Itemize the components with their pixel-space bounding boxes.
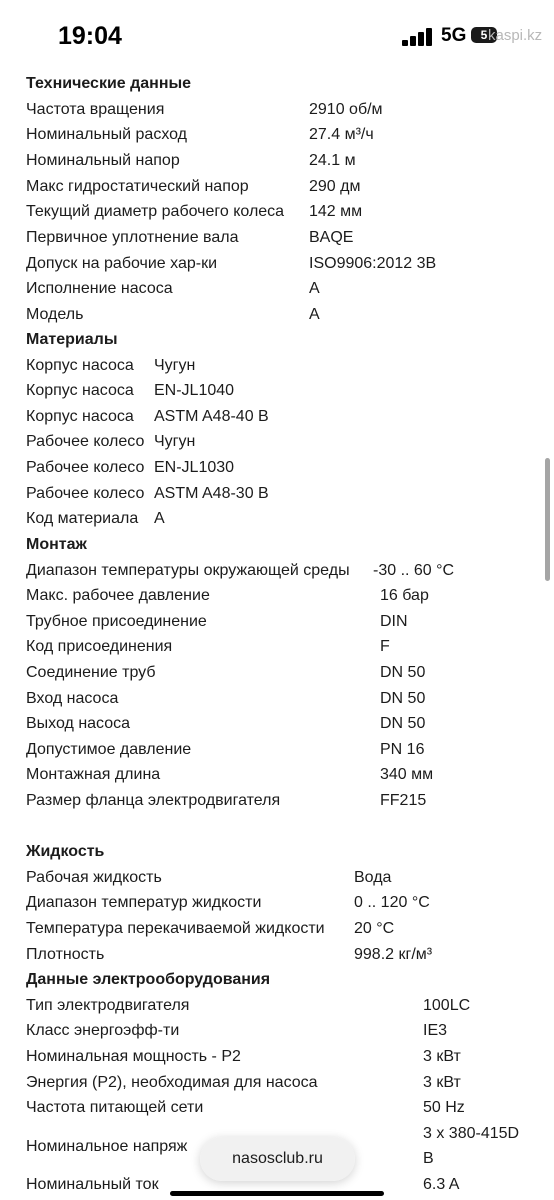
spec-label: Трубное присоединение [26, 613, 207, 630]
spec-label: Макс. рабочее давление [26, 587, 210, 604]
spec-value: EN-JL1030 [154, 459, 235, 476]
spec-value: Вода [354, 869, 392, 886]
spec-value: DN 50 [380, 664, 426, 681]
spec-value: 27.4 м³/ч [309, 126, 374, 143]
spec-value: FF215 [380, 792, 427, 809]
spec-label: Номинальная мощность - P2 [26, 1048, 241, 1065]
spec-value: IE3 [423, 1022, 448, 1039]
spec-label: Первичное уплотнение вала [26, 229, 239, 246]
spec-value: -30 .. 60 °C [373, 562, 455, 579]
spec-value: A [309, 280, 320, 297]
spec-label: Номинальный ток [26, 1176, 159, 1193]
spec-value: 50 Hz [423, 1099, 465, 1116]
spec-value: 20 °C [354, 920, 395, 937]
spec-label: Корпус насоса [26, 382, 134, 399]
spec-label: Класс энергоэфф-ти [26, 1022, 180, 1039]
spec-value: F [380, 638, 390, 655]
spec-label: Соединение труб [26, 664, 156, 681]
spec-label: Номинальный напор [26, 152, 180, 169]
spec-value: A [154, 510, 165, 527]
spec-label: Макс гидростатический напор [26, 178, 249, 195]
url-pill[interactable]: nasosclub.ru [200, 1137, 355, 1181]
section-title: Данные электрооборудования [26, 971, 271, 988]
battery-icon: 5 [471, 27, 497, 43]
spec-label: Энергия (P2), необходимая для насоса [26, 1074, 318, 1091]
spec-label: Рабочее колесо [26, 485, 145, 502]
spec-label: Частота вращения [26, 101, 165, 118]
spec-value: 2910 об/м [309, 101, 383, 118]
spec-value: BAQE [309, 229, 354, 246]
spec-value: A [309, 306, 320, 323]
spec-label: Номинальное напряж [26, 1138, 188, 1155]
spec-label: Вход насоса [26, 690, 119, 707]
spec-label: Рабочее колесо [26, 459, 145, 476]
spec-value: ASTM A48-30 B [154, 485, 269, 502]
spec-value: ISO9906:2012 3B [309, 255, 437, 272]
spec-label: Тип электродвигателя [26, 997, 190, 1014]
spec-value: 24.1 м [309, 152, 356, 169]
spec-label: Допустимое давление [26, 741, 192, 758]
spec-label: Частота питающей сети [26, 1099, 204, 1116]
spec-label: Код материала [26, 510, 139, 527]
spec-value: Чугун [154, 433, 196, 450]
spec-label: Текущий диаметр рабочего колеса [26, 203, 285, 220]
watermark: kaspi.kz [488, 27, 543, 44]
scrollbar[interactable] [545, 458, 550, 581]
spec-value: 142 мм [309, 203, 363, 220]
home-indicator[interactable] [170, 1191, 384, 1196]
section-title: Жидкость [26, 843, 105, 860]
spec-label: Допуск на рабочие хар-ки [26, 255, 218, 272]
status-bar [0, 0, 554, 62]
spec-value: EN-JL1040 [154, 382, 235, 399]
network-type: 5G [441, 25, 467, 46]
section-title: Монтаж [26, 536, 87, 553]
spec-label: Рабочая жидкость [26, 869, 162, 886]
section-title: Технические данные [26, 75, 192, 92]
spec-value: 340 мм [380, 766, 434, 783]
spec-value: PN 16 [380, 741, 425, 758]
spec-value: 998.2 кг/м³ [354, 946, 433, 963]
spec-value: 3 кВт [423, 1074, 461, 1091]
spec-value: ASTM A48-40 B [154, 408, 269, 425]
spec-label: Монтажная длина [26, 766, 161, 783]
status-time: 19:04 [58, 22, 122, 50]
spec-value: 0 .. 120 °C [354, 894, 430, 911]
spec-label: Диапазон температуры окружающей среды [26, 562, 350, 579]
spec-label: Размер фланца электродвигателя [26, 792, 281, 809]
spec-value: DN 50 [380, 690, 426, 707]
spec-label: Выход насоса [26, 715, 131, 732]
spec-label: Корпус насоса [26, 357, 134, 374]
spec-label: Плотность [26, 946, 105, 963]
spec-label: Номинальный расход [26, 126, 188, 143]
spec-value: 6.3 A [423, 1176, 460, 1193]
spec-value: Чугун [154, 357, 196, 374]
spec-label: Исполнение насоса [26, 280, 173, 297]
spec-value: 100LC [423, 997, 471, 1014]
spec-label: Рабочее колесо [26, 433, 145, 450]
spec-value: 290 дм [309, 178, 361, 195]
spec-label: Диапазон температур жидкости [26, 894, 262, 911]
cellular-signal-icon [402, 28, 434, 46]
spec-label: Модель [26, 306, 84, 323]
spec-value: DIN [380, 613, 408, 630]
spec-value: 3 кВт [423, 1048, 461, 1065]
spec-label: Корпус насоса [26, 408, 134, 425]
spec-value: 3 x 380-415D B [423, 1125, 520, 1167]
section-title: Материалы [26, 331, 118, 348]
spec-value: 16 бар [380, 587, 429, 604]
spec-value: DN 50 [380, 715, 426, 732]
spec-label: Температура перекачиваемой жидкости [26, 920, 325, 937]
spec-label: Код присоединения [26, 638, 173, 655]
